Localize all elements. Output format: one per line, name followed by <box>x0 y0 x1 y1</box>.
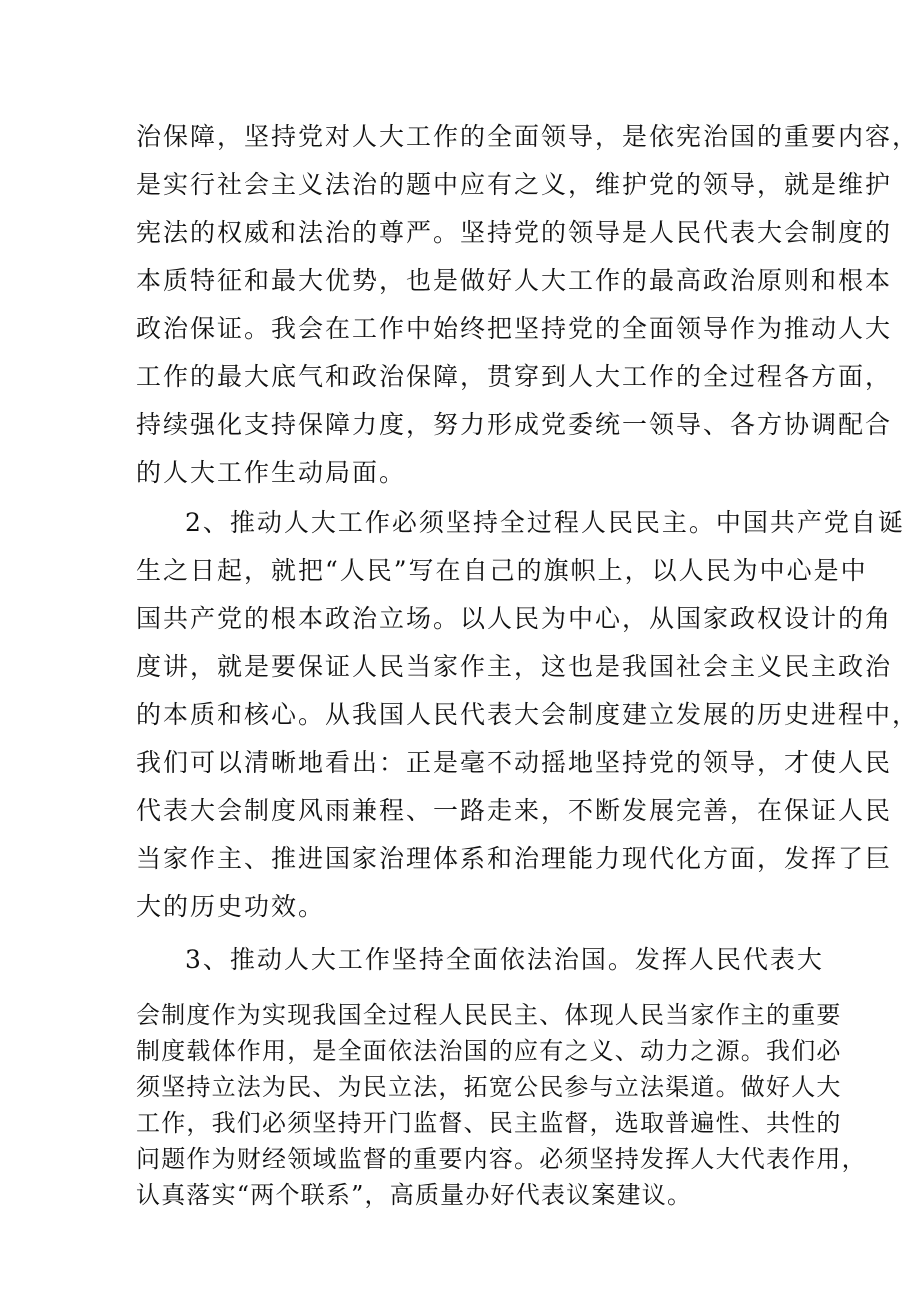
text-line: 须坚持立法为民、为民立法，拓宽公民参与立法渠道。做好人大 <box>136 1073 842 1101</box>
text-line: 是实行社会主义法治的题中应有之义，维护党的领导，就是维护 <box>136 170 893 199</box>
text-line: 工作的最大底气和政治保障，贯穿到人大工作的全过程各方面， <box>136 362 893 391</box>
text-line: 治保障，坚持党对人大工作的全面领导，是依宪治国的重要内容， <box>136 122 920 151</box>
text-line: 政治保证。我会在工作中始终把坚持党的全面领导作为推动人大 <box>136 314 893 343</box>
text-line: 我们可以清晰地看出：正是毫不动摇地坚持党的领导，才使人民 <box>136 748 893 777</box>
text-line: 大的历史功效。 <box>136 892 326 921</box>
text-line: 工作，我们必须坚持开门监督、民主监督，选取普遍性、共性的 <box>136 1109 842 1137</box>
text-line: 制度载体作用，是全面依法治国的应有之义、动力之源。我们必 <box>136 1037 842 1065</box>
text-line: 认真落实“两个联系”，高质量办好代表议案建议。 <box>136 1181 693 1209</box>
text-line: 本质特征和最大优势，也是做好人大工作的最高政治原则和根本 <box>136 266 893 295</box>
text-line: 持续强化支持保障力度，努力形成党委统一领导、各方协调配合 <box>136 410 893 439</box>
text-line: 生之日起，就把“人民”写在自己的旗帜上，以人民为中心是中 <box>136 556 868 585</box>
text-line: 国共产党的根本政治立场。以人民为中心，从国家政权设计的角 <box>136 604 893 633</box>
text-line: 代表大会制度风雨兼程、一路走来，不断发展完善，在保证人民 <box>136 796 893 825</box>
text-line: 的人大工作生动局面。 <box>136 458 407 487</box>
paragraph-heading: 3、推动人大工作坚持全面依法治国。发挥人民代表大 <box>185 945 824 974</box>
text-line: 问题作为财经领域监督的重要内容。必须坚持发挥人大代表作用， <box>136 1145 867 1173</box>
text-line: 度讲，就是要保证人民当家作主，这也是我国社会主义民主政治 <box>136 652 893 681</box>
text-line: 2、推动人大工作必须坚持全过程人民民主。中国共产党自诞 <box>185 508 905 537</box>
text-line: 的本质和核心。从我国人民代表大会制度建立发展的历史进程中， <box>136 700 920 729</box>
text-line: 当家作主、推进国家治理体系和治理能力现代化方面，发挥了巨 <box>136 844 893 873</box>
text-line: 会制度作为实现我国全过程人民民主、体现人民当家作主的重要 <box>136 1001 842 1029</box>
text-line: 宪法的权威和法治的尊严。坚持党的领导是人民代表大会制度的 <box>136 218 893 247</box>
